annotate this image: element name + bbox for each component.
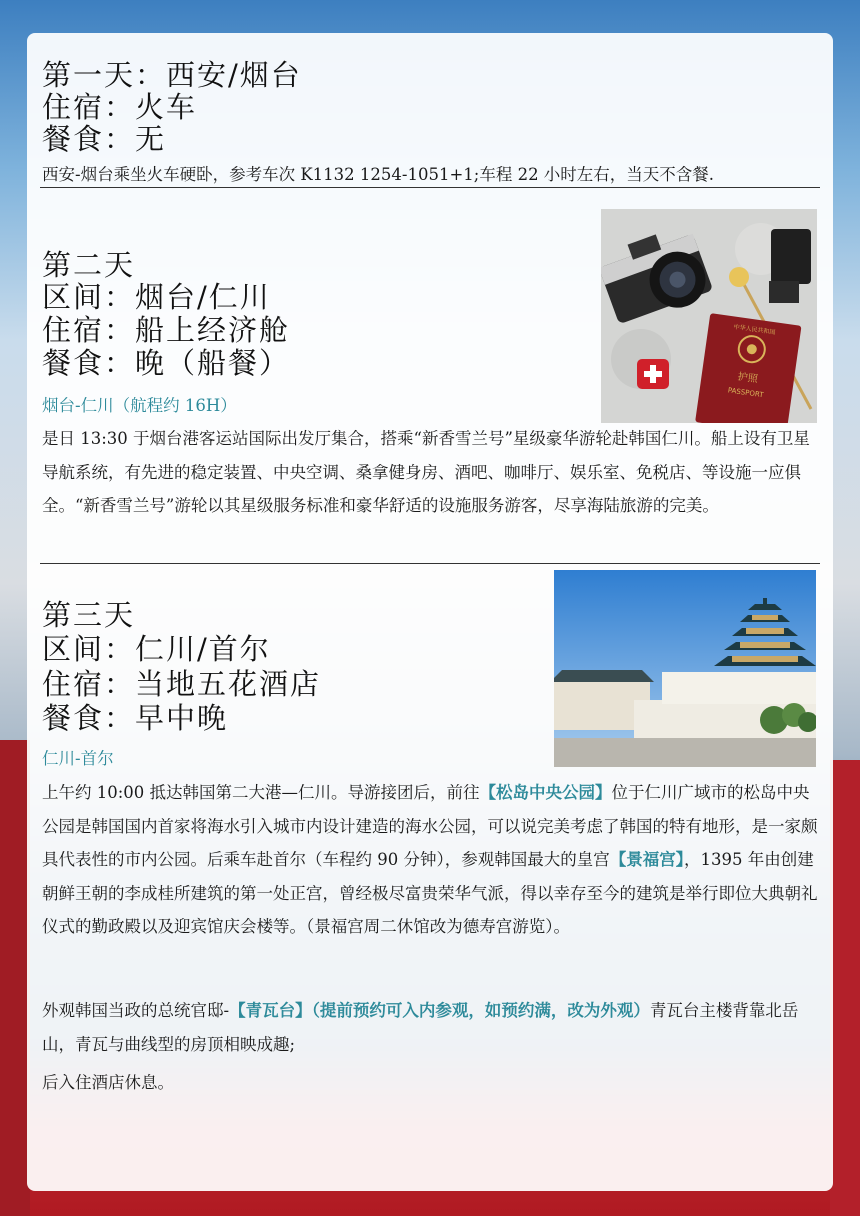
day3-title: 第三天: [42, 598, 136, 632]
palace-illustration: [554, 570, 816, 767]
day3-p1-text-c: ，1395 年由创建朝鲜王朝的李成桂所建筑的第一处正宫，曾经极尽富贵荣华气派，得以幸存至今的建筑是举行即位大典朝礼仪式的勤政殿以及迎宾馆庆会楼等。（景福宫周二休馆改为德寿宫游览）。: [42, 850, 818, 936]
day2-title: 第二天: [42, 248, 136, 282]
blue-house-highlight: 【青瓦台】（提前预约可入内参观，如预约满，改为外观）: [229, 1001, 650, 1020]
day1-divider: [40, 187, 820, 188]
day2-subtitle: 烟台-仁川（航程约 16H）: [42, 396, 237, 415]
day3-p1-text-b: 位于仁川广域市的松岛中央公园是韩国国内首家将海水引入城市内设计建造的海水公园，可以说完美考虑了韩国的特有地形，是一家颇具代表性的市内公园。后乘车赴首尔（车程约 90 分钟），参观韩国最大的皇宫: [42, 783, 818, 869]
day2-lodging: 住宿：船上经济舱: [42, 313, 291, 347]
day2-divider: [40, 563, 820, 564]
passport-en-text: PASSPORT: [727, 386, 764, 400]
passport-country-text: 中华人民共和国: [733, 323, 776, 337]
day3-meals: 餐食：早中晚: [42, 701, 229, 735]
day1-description: 西安-烟台乘坐火车硬卧，参考车次 K1132 1254-1051+1;车程 22 小时左右，当天不含餐.: [42, 165, 715, 184]
day3-paragraph-1: [42, 776, 820, 944]
day3-subtitle: 仁川-首尔: [42, 749, 114, 768]
day1-meals: 餐食：无: [42, 122, 167, 156]
passport-title-text: 护照: [737, 371, 759, 386]
day2-route: 区间：烟台/仁川: [42, 280, 271, 314]
day1-lodging: 住宿：火车: [42, 90, 198, 124]
camera-passport-photo: [601, 209, 817, 423]
day3-paragraph-2: [42, 994, 820, 1061]
background-red-left: [0, 740, 30, 1216]
day2-description: 是日 13:30 于烟台港客运站国际出发厅集合，搭乘“新香雪兰号”星级豪华游轮赴韩国仁川。船上设有卫星导航系统，有先进的稳定装置、中央空调、桑拿健身房、酒吧、咖啡厅、娱乐室、免税店、等设施一应俱全。“新香雪兰号”游轮以其星级服务标准和豪华舒适的设施服务游客，尽享海陆旅游的完美。: [42, 429, 810, 515]
day3-lodging: 住宿：当地五花酒店: [42, 667, 322, 701]
camera-passport-illustration: [601, 209, 817, 423]
day2-meals: 餐食：晚（船餐）: [42, 346, 291, 380]
day3-p1-text-a: 上午约 10:00 抵达韩国第二大港—仁川。导游接团后，前往: [42, 783, 480, 802]
day1-title: 第一天：西安/烟台: [42, 58, 302, 92]
day3-route: 区间：仁川/首尔: [42, 632, 271, 666]
day3-p2-text-b: 青瓦台主楼背靠北岳山，青瓦与曲线型的房顶相映成趣;: [42, 1001, 799, 1054]
palace-museum-photo: [554, 570, 816, 767]
background-red-right: [830, 760, 860, 1216]
songdo-park-highlight: 【松岛中央公园】: [479, 783, 612, 802]
day3-paragraph-3: 后入住酒店休息。: [42, 1073, 174, 1092]
day3-p2-text-a: 外观韩国当政的总统官邸-: [42, 1001, 230, 1020]
gyeongbokgung-highlight: 【景福宫】: [609, 850, 684, 869]
